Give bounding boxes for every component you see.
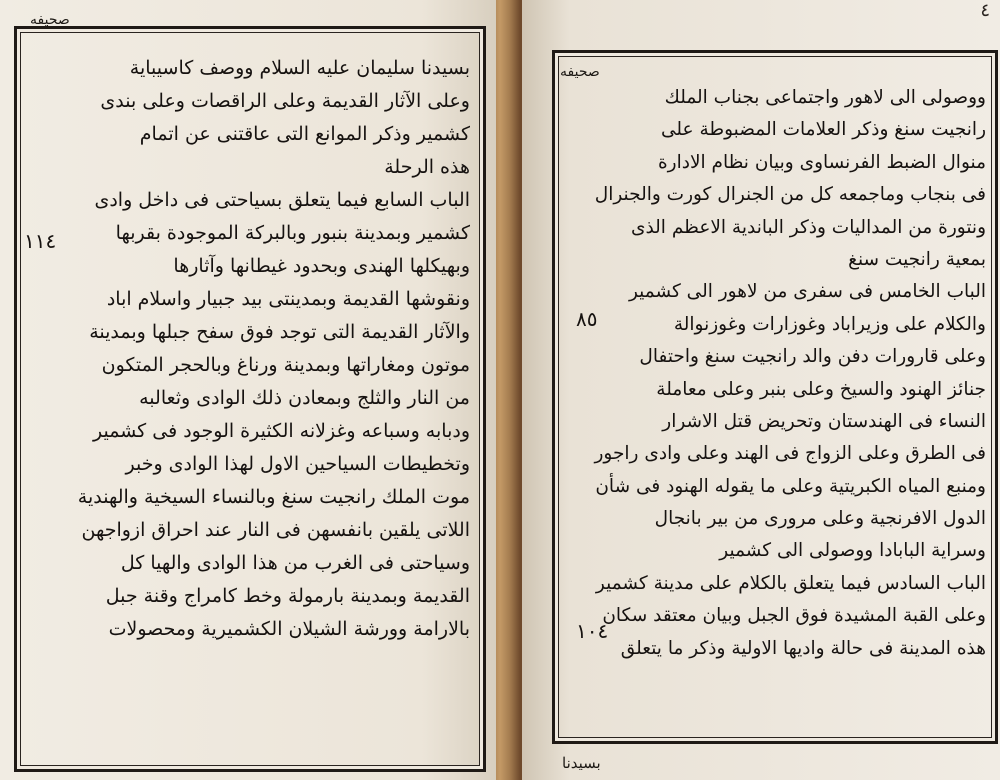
catchword: بسيدنا [562,754,601,772]
text-line: وعلى الآثار القديمة وعلى الراقصات وعلى بندى [100,90,470,112]
text-line: اللاتى يلقين بانفسهن فى النار عند احراق ازواجهن [81,519,470,541]
text-line: ودبابه وسباعه وغزلانه الكثيرة الوجود فى كشمير [93,420,470,442]
text-line: وعلى القبة المشيدة فوق الجبل وبيان معتقد سكان [602,605,986,627]
text-line: الباب السادس فيما يتعلق بالكلام على مدينة كشمير [595,572,986,594]
page-reference-number: ١٠٤ [576,619,609,643]
text-line: ونتورة من المداليات وذكر الباندية الاعظم الذى [630,216,986,238]
text-line: الباب الخامس فى سفرى من لاهور الى كشمير [628,281,986,303]
text-line: كشمير وذكر الموانع التى عاقتنى عن اتمام [139,123,470,145]
text-line: ومنبع المياه الكبريتية وعلى ما يقوله الهنود فى شأن [595,475,986,497]
text-line: هذه المدينة فى حالة واديها الاولية وذكر ما يتعلق [620,637,986,659]
text-line: جنائز الهنود والسيخ وعلى بنبر وعلى معاملة [656,378,986,400]
text-line: القديمة وبمدينة بارمولة وخط كامراج وقنة جبل [105,585,470,607]
left-page-text [40,52,470,646]
text-line: بالارامة وورشة الشيلان الكشميرية ومحصولات [108,618,470,640]
text-line: فى الطرق وعلى الزواج فى الهند وعلى وادى راجور [594,443,986,465]
text-line: ونقوشها القديمة وبمدينتى بيد جبيار واسلام اباد [106,288,470,310]
text-line: كشمير وبمدينة بنبور وبالبركة الموجودة بقربها [115,222,470,244]
text-line: والكلام على وزيراباد وغوزارات وغوزنوالة [673,313,986,335]
right-page-text [568,82,986,665]
text-line: وسراية البابادا ووصولى الى كشمير [719,540,986,562]
folio-number: ٤ [980,0,990,21]
text-line: وتخطيطات السياحين الاول لهذا الوادى وخبر [125,453,470,475]
text-line: وعلى قارورات دفن والد رانجيت سنغ واحتفال [639,346,986,368]
page-reference-number: ٨٥ [576,307,598,331]
right-page [522,0,1000,780]
left-page-header-word: صحيفه [30,12,70,28]
text-line: وسياحتى فى الغرب من هذا الوادى والهيا كل [120,552,470,574]
text-line: والآثار القديمة التى توجد فوق سفح جبلها وبمدينة [89,321,470,343]
text-line: الدول الافرنجية وعلى مرورى من بير بانجال [654,508,986,530]
text-line: الباب السابع فيما يتعلق بسياحتى فى داخل وادى [94,189,470,211]
text-line: موت الملك رانجيت سنغ وبالنساء السيخية والهندية [77,486,470,508]
text-line: فى بنجاب وماجمعه كل من الجنرال كورت والجنرال [594,184,986,206]
text-line: ووصولى الى لاهور واجتماعى بجناب الملك [664,87,986,108]
text-line: هذه الرحلة [384,156,470,178]
page-reference-number: ١١٤ [24,229,57,253]
text-line: بمعية رانجيت سنغ [848,248,986,270]
text-line: من النار والثلج وبمعادن ذلك الوادى وثعالبه [139,387,470,409]
text-line: موتون ومغاراتها وبمدينة ورناغ وبالحجر المتكون [101,354,470,376]
text-line: منوال الضبط الفرنساوى وبيان نظام الادارة [657,151,986,173]
left-page [0,0,496,780]
text-line: بسيدنا سليمان عليه السلام ووصف كاسيباية [129,57,470,79]
text-line: رانجيت سنغ وذكر العلامات المضبوطة على [660,119,986,141]
text-line: النساء فى الهندستان وتحريض قتل الاشرار [662,410,986,432]
text-line: وبهيكلها الهندى وبحدود غيطانها وآثارها [173,255,470,277]
right-page-header-word: صحيفه [560,64,600,80]
